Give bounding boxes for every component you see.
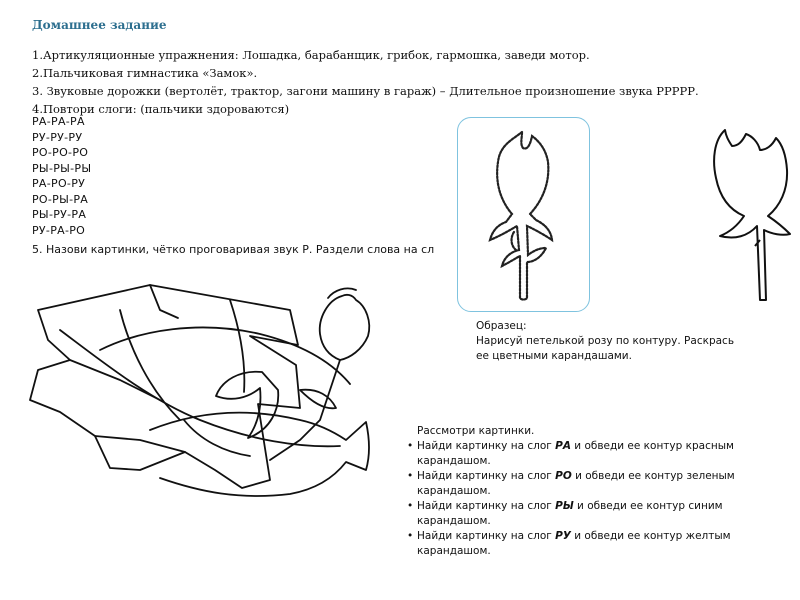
- sample-instruction-line: Нарисуй петелькой розу по контуру. Раскрась: [476, 335, 735, 347]
- shirt-outline-icon: [30, 285, 300, 488]
- sample-instruction-line: ее цветными карандашами.: [476, 350, 632, 362]
- task-item-2: 2.Пальчиковая гимнастика «Замок».: [32, 66, 258, 80]
- task-list: [32, 46, 699, 118]
- tangle-rose-outline-icon: [320, 295, 370, 360]
- fish-outline-icon: [150, 413, 369, 496]
- syllable-row: РУ-РУ-РУ: [32, 130, 83, 144]
- instruction-item: • Найди картинку на слог РУ и обведи ее контур желтым карандашом.: [405, 529, 795, 559]
- task-item-3: 3. Звуковые дорожки (вертолёт, трактор, загони машину в гараж) – Длительное произношение звука РРРРР.: [32, 84, 699, 98]
- syllable-row: РЫ-РЫ-РЫ: [32, 161, 92, 175]
- task-item-1: 1.Артикуляционные упражнения: Лошадка, барабанщик, грибок, гармошка, заведи мотор.: [32, 48, 590, 62]
- syllable-row: РЫ-РУ-РА: [32, 208, 87, 221]
- instruction-item: • Найди картинку на слог РЫ и обведи ее контур синим карандашом.: [405, 499, 795, 529]
- syllable-row: РО-РЫ-РА: [32, 192, 89, 206]
- consider-heading: Рассмотри картинки.: [417, 425, 535, 437]
- syllable-row: РО-РО-РО: [32, 146, 89, 159]
- syllable-row: РУ-РА-РО: [32, 223, 86, 237]
- task-item-4: 4.Повтори слоги: (пальчики здороваются): [32, 102, 290, 116]
- syllable-highlight: РУ: [555, 530, 571, 542]
- syllable-highlight: РЫ: [555, 500, 574, 512]
- task-item-5: 5. Назови картинки, чётко проговаривая звук Р. Раздели слова на сл: [32, 243, 435, 256]
- syllable-highlight: РО: [555, 470, 572, 482]
- syllable-list: [32, 114, 91, 238]
- sample-caption: [476, 319, 766, 364]
- syllable-highlight: РА: [555, 440, 571, 452]
- leaf-outline-icon: [216, 372, 278, 438]
- consider-instructions: [405, 424, 795, 559]
- sample-frame: [457, 117, 590, 312]
- sample-label: Образец:: [476, 320, 527, 332]
- syllable-row: РА-РА-РА: [32, 115, 85, 128]
- rose-outline-icon: [714, 130, 790, 300]
- instruction-item: • Найди картинку на слог РО и обведи ее контур зеленым карандашом.: [405, 469, 795, 499]
- page-title: Домашнее задание: [32, 18, 167, 32]
- instruction-item: • Найди картинку на слог РА и обведи ее контур красным карандашом.: [405, 439, 795, 469]
- syllable-row: РА-РО-РУ: [32, 177, 86, 190]
